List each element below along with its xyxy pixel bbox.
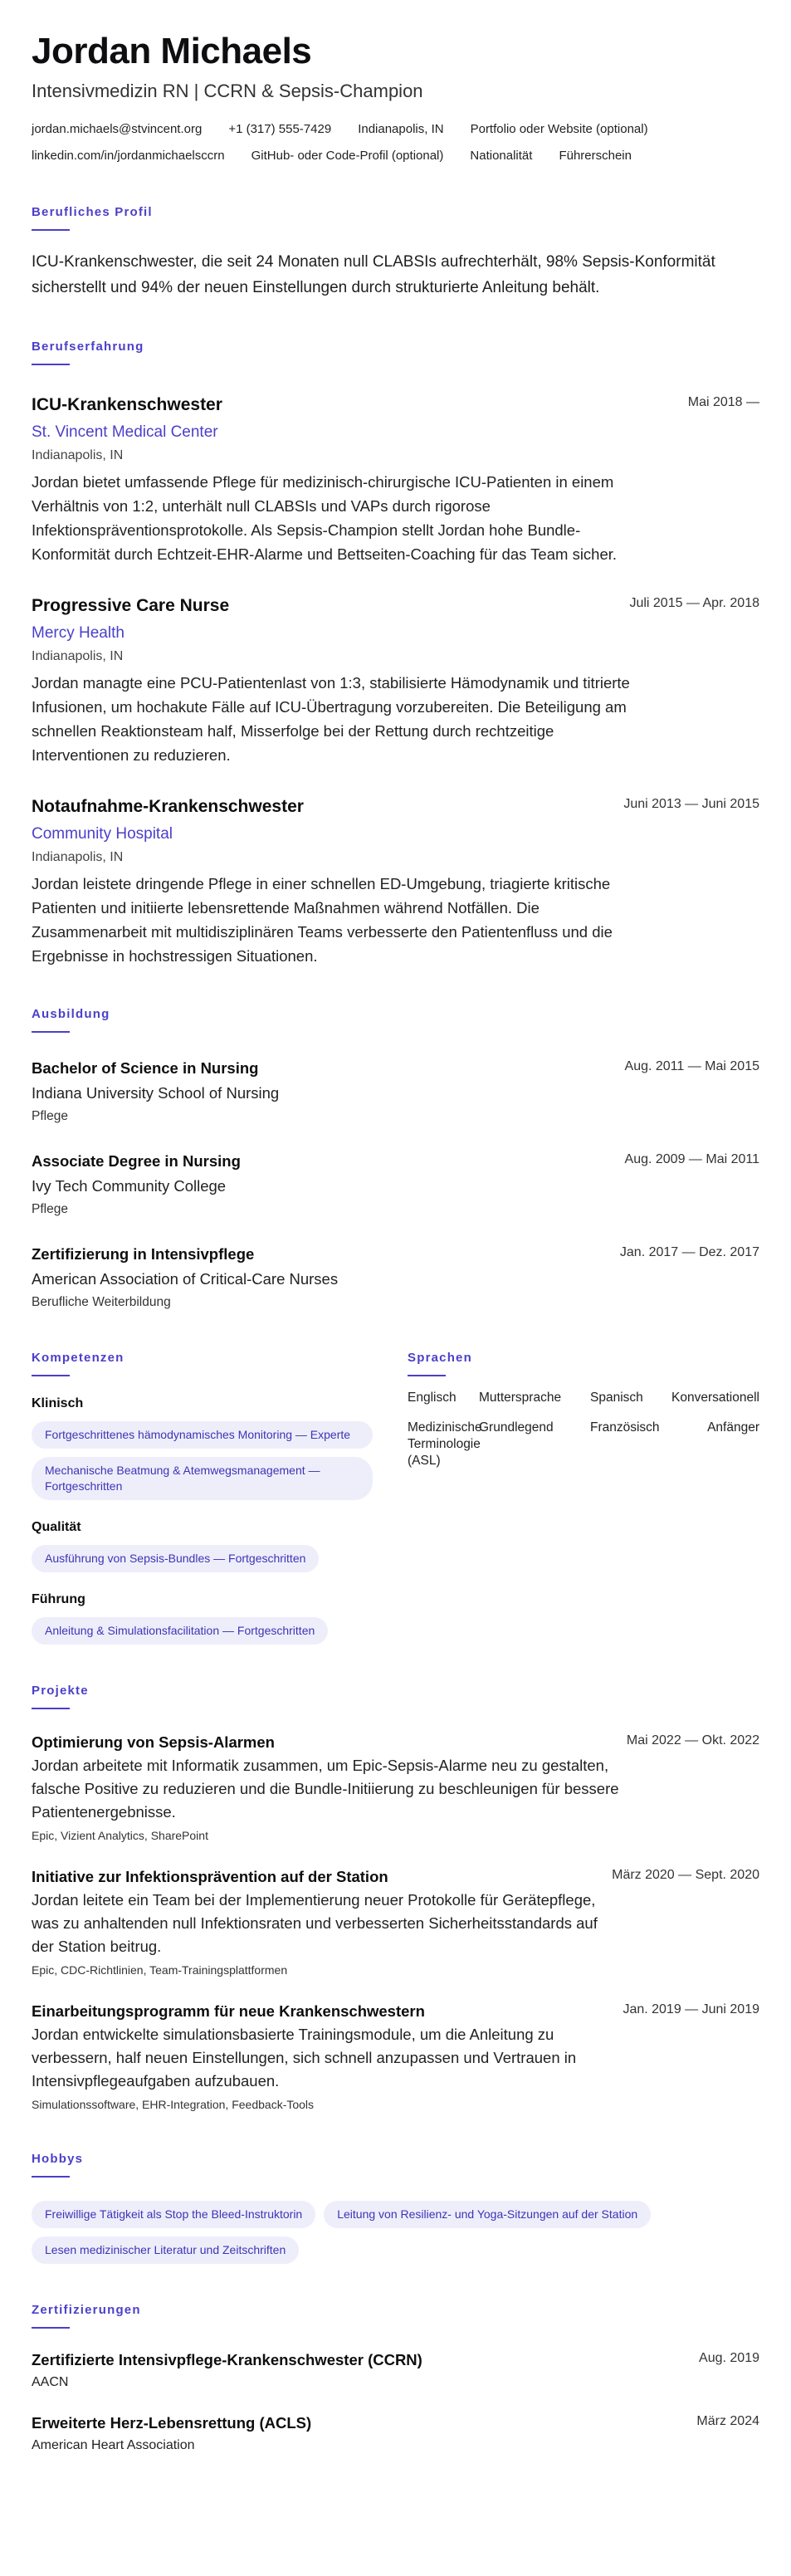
certification-issuer: American Heart Association (32, 2438, 195, 2452)
certification-date: März 2024 (696, 2414, 759, 2428)
hobby-chip: Freiwillige Tätigkeit als Stop the Bleed-Instruktorin (32, 2201, 315, 2228)
job-date: Mai 2018 — (687, 395, 759, 409)
language-level: Anfänger (707, 1420, 759, 1435)
contact-drivers-license: Führerschein (559, 149, 632, 163)
skill-chip: Anleitung & Simulationsfacilitation — Fortgeschritten (32, 1617, 328, 1645)
project-date: Jan. 2019 — Juni 2019 (623, 2002, 759, 2016)
education-field: Pflege (32, 1202, 68, 1216)
experience-section (32, 339, 759, 968)
skill-group-title: Führung (32, 1592, 85, 1606)
job-location: Indianapolis, IN (32, 448, 124, 462)
section-title: Sprachen (408, 1351, 472, 1365)
education-degree: Zertifizierung in Intensivpflege (32, 1245, 255, 1263)
section-title: Berufserfahrung (32, 340, 144, 354)
section-title: Zertifizierungen (32, 2303, 141, 2317)
job-description: Jordan managte eine PCU-Patientenlast von 1:3, stabilisierte Hämodynamik und titrierte Infusionen, um hochakute Fälle auf ICU-Übertragung vorzubereiten. Die Beteiligung am schnellen Reaktionsteam half, Misserfolge bei der Rettung durch rechtzeitige Interventionen zu reduzieren. (32, 674, 630, 764)
certification-entry (32, 2350, 759, 2392)
education-entry (32, 1151, 759, 1219)
section-title: Ausbildung (32, 1007, 110, 1021)
education-field: Berufliche Weiterbildung (32, 1295, 171, 1309)
certification-name: Erweiterte Herz-Lebensrettung (ACLS) (32, 2414, 312, 2432)
skill-chip: Mechanische Beatmung & Atemwegsmanagement — Fortgeschritten (32, 1457, 373, 1500)
job-date: Juni 2013 — Juni 2015 (623, 797, 759, 811)
certification-entry (32, 2413, 759, 2455)
section-divider (408, 1375, 446, 1376)
contact-linkedin[interactable]: linkedin.com/in/jordanmichaelsccrn (32, 149, 225, 163)
skill-group-title: Qualität (32, 1520, 81, 1534)
language-row (408, 1420, 759, 1469)
job-company: Community Hospital (32, 825, 173, 843)
skills-languages-row (32, 1312, 759, 1645)
certification-name: Zertifizierte Intensivpflege-Krankenschwester (CCRN) (32, 2351, 422, 2368)
section-divider (32, 364, 70, 365)
project-date: März 2020 — Sept. 2020 (612, 1868, 759, 1882)
education-school: Ivy Tech Community College (32, 1177, 227, 1195)
contact-portfolio[interactable]: Portfolio oder Website (optional) (470, 122, 648, 136)
skills-section (32, 1312, 373, 1645)
language-name: Spanisch (590, 1391, 643, 1405)
projects-section (32, 1683, 759, 2113)
project-description: Jordan leitete ein Team bei der Implementierung neuer Protokolle für Gerätepflege, was zu anhaltenden null Infektionsraten und verbesserten Sicherheitsstandards auf der Station beitrug. (32, 1891, 598, 1955)
contact-github[interactable]: GitHub- oder Code-Profil (optional) (251, 149, 444, 163)
job-company: St. Vincent Medical Center (32, 423, 218, 441)
language-name: Englisch (408, 1391, 457, 1405)
skill-chip: Ausführung von Sepsis-Bundles — Fortgeschritten (32, 1545, 319, 1572)
job-date: Juli 2015 — Apr. 2018 (629, 596, 759, 610)
contact-info (32, 120, 745, 166)
project-title: Optimierung von Sepsis-Alarmen (32, 1733, 275, 1751)
language-name: Französisch (590, 1420, 660, 1435)
resume-header (32, 30, 759, 166)
project-description: Jordan entwickelte simulationsbasierte Trainingsmodule, um die Anleitung zu verbessern, half neuen Einstellungen, sich schnell anzupassen und Vertrauen in Intensivpflegeaufgaben aufzubauen. (32, 2026, 577, 2090)
languages-section (408, 1312, 759, 1645)
project-date: Mai 2022 — Okt. 2022 (626, 1733, 759, 1747)
project-tools: Epic, Vizient Analytics, SharePoint (32, 1829, 208, 1842)
skill-chip: Fortgeschrittenes hämodynamisches Monitoring — Experte (32, 1421, 373, 1449)
education-degree: Bachelor of Science in Nursing (32, 1059, 259, 1077)
section-title: Berufliches Profil (32, 205, 153, 219)
project-title: Einarbeitungsprogramm für neue Krankenschwestern (32, 2002, 425, 2020)
project-tools: Epic, CDC-Richtlinien, Team-Trainingsplattformen (32, 1963, 288, 1977)
education-field: Pflege (32, 1109, 68, 1123)
project-entry (32, 1733, 759, 1844)
language-level: Muttersprache (479, 1391, 562, 1405)
hobby-chip: Leitung von Resilienz- und Yoga-Sitzungen auf der Station (324, 2201, 651, 2228)
contact-email[interactable]: jordan.michaels@stvincent.org (32, 122, 203, 136)
job-title: ICU-Krankenschwester (32, 395, 222, 414)
section-title: Projekte (32, 1684, 89, 1698)
language-name: Medizinische Terminologie (ASL) (408, 1420, 482, 1468)
education-entry (32, 1058, 759, 1126)
language-row (408, 1390, 759, 1406)
hobby-chip: Lesen medizinischer Literatur und Zeitschriften (32, 2236, 299, 2264)
project-description: Jordan arbeitete mit Informatik zusammen, um Epic-Sepsis-Alarme neu zu gestalten, falsche Positive zu reduzieren und die Bundle-Initiierung zu beschleunigen für bessere Patientenergebnisse. (32, 1757, 619, 1821)
job-title: Progressive Care Nurse (32, 596, 230, 615)
section-divider (32, 229, 70, 231)
section-title: Hobbys (32, 2152, 84, 2166)
certification-issuer: AACN (32, 2375, 69, 2389)
certification-date: Aug. 2019 (699, 2351, 759, 2365)
education-date: Aug. 2009 — Mai 2011 (624, 1152, 759, 1166)
contact-location: Indianapolis, IN (358, 122, 444, 136)
education-school: Indiana University School of Nursing (32, 1084, 280, 1102)
language-level: Konversationell (671, 1391, 759, 1405)
certifications-section (32, 2302, 759, 2455)
section-divider (32, 1708, 70, 1709)
job-description: Jordan leistete dringende Pflege in einer schnellen ED-Umgebung, triagierte kritische Patienten und initiierte lebensrettende Maßnahmen während Notfällen. Die Zusammenarbeit mit multidisziplinären Teams verbesserte den Patientenfluss und die Ergebnisse in hochstressigen Situationen. (32, 875, 613, 965)
profile-section (32, 204, 759, 301)
job-location: Indianapolis, IN (32, 649, 124, 663)
job-entry (32, 594, 759, 767)
language-level: Grundlegend (479, 1420, 554, 1435)
job-entry (32, 393, 759, 566)
hobby-list (32, 2192, 762, 2264)
section-divider (32, 2176, 70, 2178)
job-description: Jordan bietet umfassende Pflege für medizinisch-chirurgische ICU-Patienten in einem Verhältnis von 1:2, unterhält null CLABSIs und VAPs durch rigorose Infektionspräventionsprotokolle. Als Sepsis-Champion stellt Jordan hohe Bundle-Konformität durch Echtzeit-EHR-Alarme und Bettseiten-Coaching für das Team sicher. (32, 473, 618, 563)
hobbies-section (32, 2151, 759, 2264)
project-title: Initiative zur Infektionsprävention auf der Station (32, 1868, 388, 1885)
profile-summary: ICU-Krankenschwester, die seit 24 Monaten null CLABSIs aufrechterhält, 98% Sepsis-Konformität sicherstellt und 94% der neuen Einstellungen durch strukturierte Anleitung behält. (32, 253, 715, 296)
education-school: American Association of Critical-Care Nurses (32, 1270, 339, 1288)
section-title: Kompetenzen (32, 1351, 125, 1365)
section-divider (32, 1031, 70, 1033)
project-entry (32, 1867, 759, 1978)
education-entry (32, 1244, 759, 1312)
job-entry (32, 795, 759, 968)
education-degree: Associate Degree in Nursing (32, 1152, 241, 1170)
section-divider (32, 1375, 70, 1376)
contact-phone[interactable]: +1 (317) 555-7429 (228, 122, 332, 136)
skill-group-title: Klinisch (32, 1396, 84, 1410)
education-date: Jan. 2017 — Dez. 2017 (619, 1245, 759, 1259)
job-title: Notaufnahme-Krankenschwester (32, 797, 304, 816)
project-entry (32, 2002, 759, 2113)
section-divider (32, 2327, 70, 2329)
candidate-headline: Intensivmedizin RN | CCRN & Sepsis-Champion (32, 81, 423, 101)
contact-nationality: Nationalität (470, 149, 533, 163)
education-section (32, 1006, 759, 1312)
job-company: Mercy Health (32, 624, 125, 642)
education-date: Aug. 2011 — Mai 2015 (624, 1059, 759, 1073)
job-location: Indianapolis, IN (32, 850, 124, 864)
candidate-name: Jordan Michaels (32, 31, 312, 71)
project-tools: Simulationssoftware, EHR-Integration, Feedback-Tools (32, 2098, 315, 2111)
